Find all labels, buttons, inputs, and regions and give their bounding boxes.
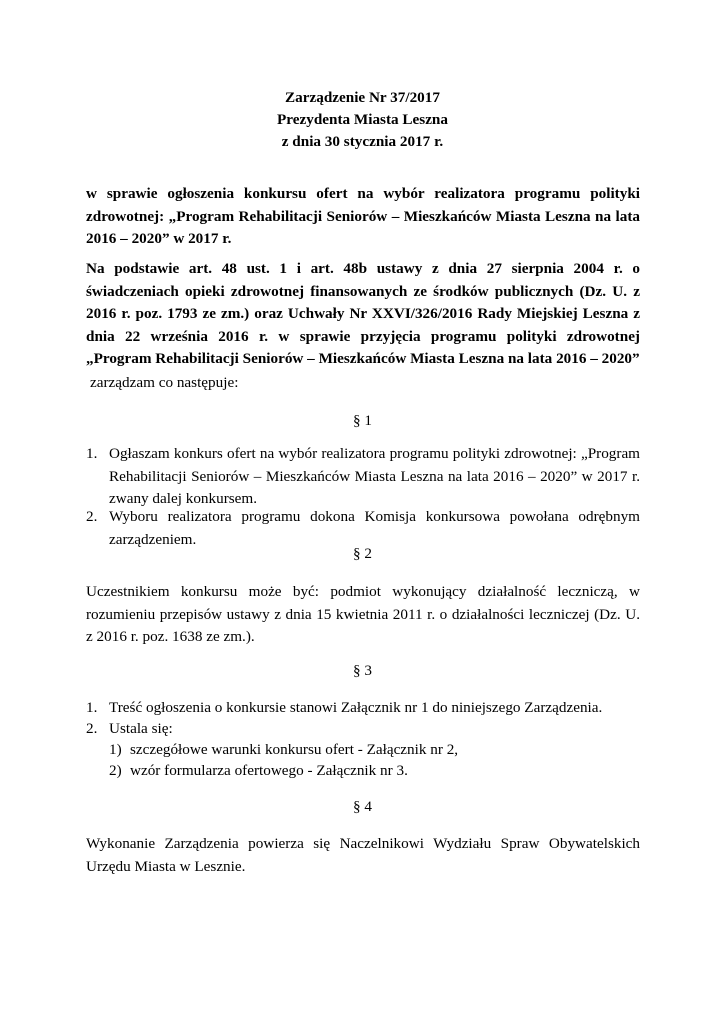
- section-4-mark: § 4: [353, 798, 372, 815]
- s3-subitem-1-number: 1): [109, 741, 122, 758]
- s3-item-2-number: 2.: [86, 720, 98, 737]
- s1-item-1-number: 1.: [86, 445, 98, 462]
- s1-item-2-text: Wyboru realizatora programu dokona Komisja konkursowa powołana odrębnym zarządzeniem.: [109, 508, 640, 548]
- legal-basis-paragraph: Na podstawie art. 48 ust. 1 i art. 48b ustawy z dnia 27 sierpnia 2004 r. o świadczeniach opieki zdrowotnej finansowanych ze środków publicznych (Dz. U. z 2016 r. poz. 1793 ze zm.) oraz Uchwały Nr XXVI/326/2016 Rady Miejskiej Leszna z dnia 22 września 2016 r. w sprawie przyjęcia programu polityki zdrowotnej „Program Rehabilitacji Seniorów – Mieszkańców Miasta Leszna na lata 2016 – 2020”: [86, 260, 640, 367]
- section-3-mark: § 3: [353, 662, 372, 679]
- s3-subitem-2-text: wzór formularza ofertowego - Załącznik nr 3.: [130, 762, 408, 779]
- s1-item-1-text: Ogłaszam konkurs ofert na wybór realizatora programu polityki zdrowotnej: „Program Rehabilitacji Seniorów – Mieszkańców Miasta Leszna na lata 2016 – 2020” w 2017 r. zwany dalej konkursem.: [109, 445, 640, 507]
- s3-subitem-2-number: 2): [109, 762, 122, 779]
- section-2-mark: § 2: [353, 545, 372, 562]
- s3-subitem-1-text: szczegółowe warunki konkursu ofert - Załącznik nr 2,: [130, 741, 459, 758]
- document-date: z dnia 30 stycznia 2017 r.: [281, 133, 444, 150]
- s3-item-1-number: 1.: [86, 699, 98, 716]
- section-2-text: Uczestnikiem konkursu może być: podmiot wykonujący działalność leczniczą, w rozumieniu przepisów ustawy z dnia 15 kwietnia 2011 r. o działalności leczniczej (Dz. U. z 2016 r. poz. 1638 ze zm.).: [86, 583, 640, 645]
- section-1-mark: § 1: [353, 412, 372, 429]
- s3-item-1-text: Treść ogłoszenia o konkursie stanowi Załącznik nr 1 do niniejszego Zarządzenia.: [109, 699, 603, 716]
- issuer: Prezydenta Miasta Leszna: [277, 111, 448, 128]
- section-4-text: Wykonanie Zarządzenia powierza się Naczelnikowi Wydziału Spraw Obywatelskich Urzędu Miasta w Lesznie.: [86, 835, 640, 875]
- s3-item-2-text: Ustala się:: [109, 720, 173, 737]
- intro-text: zarządzam co następuje:: [90, 374, 239, 391]
- s1-item-2-number: 2.: [86, 508, 98, 525]
- subject-paragraph: w sprawie ogłoszenia konkursu ofert na wybór realizatora programu polityki zdrowotnej: „Program Rehabilitacji Seniorów – Mieszkańców Miasta Leszna na lata 2016 – 2020” w 2017 r.: [86, 185, 640, 247]
- document-title: Zarządzenie Nr 37/2017: [285, 89, 440, 106]
